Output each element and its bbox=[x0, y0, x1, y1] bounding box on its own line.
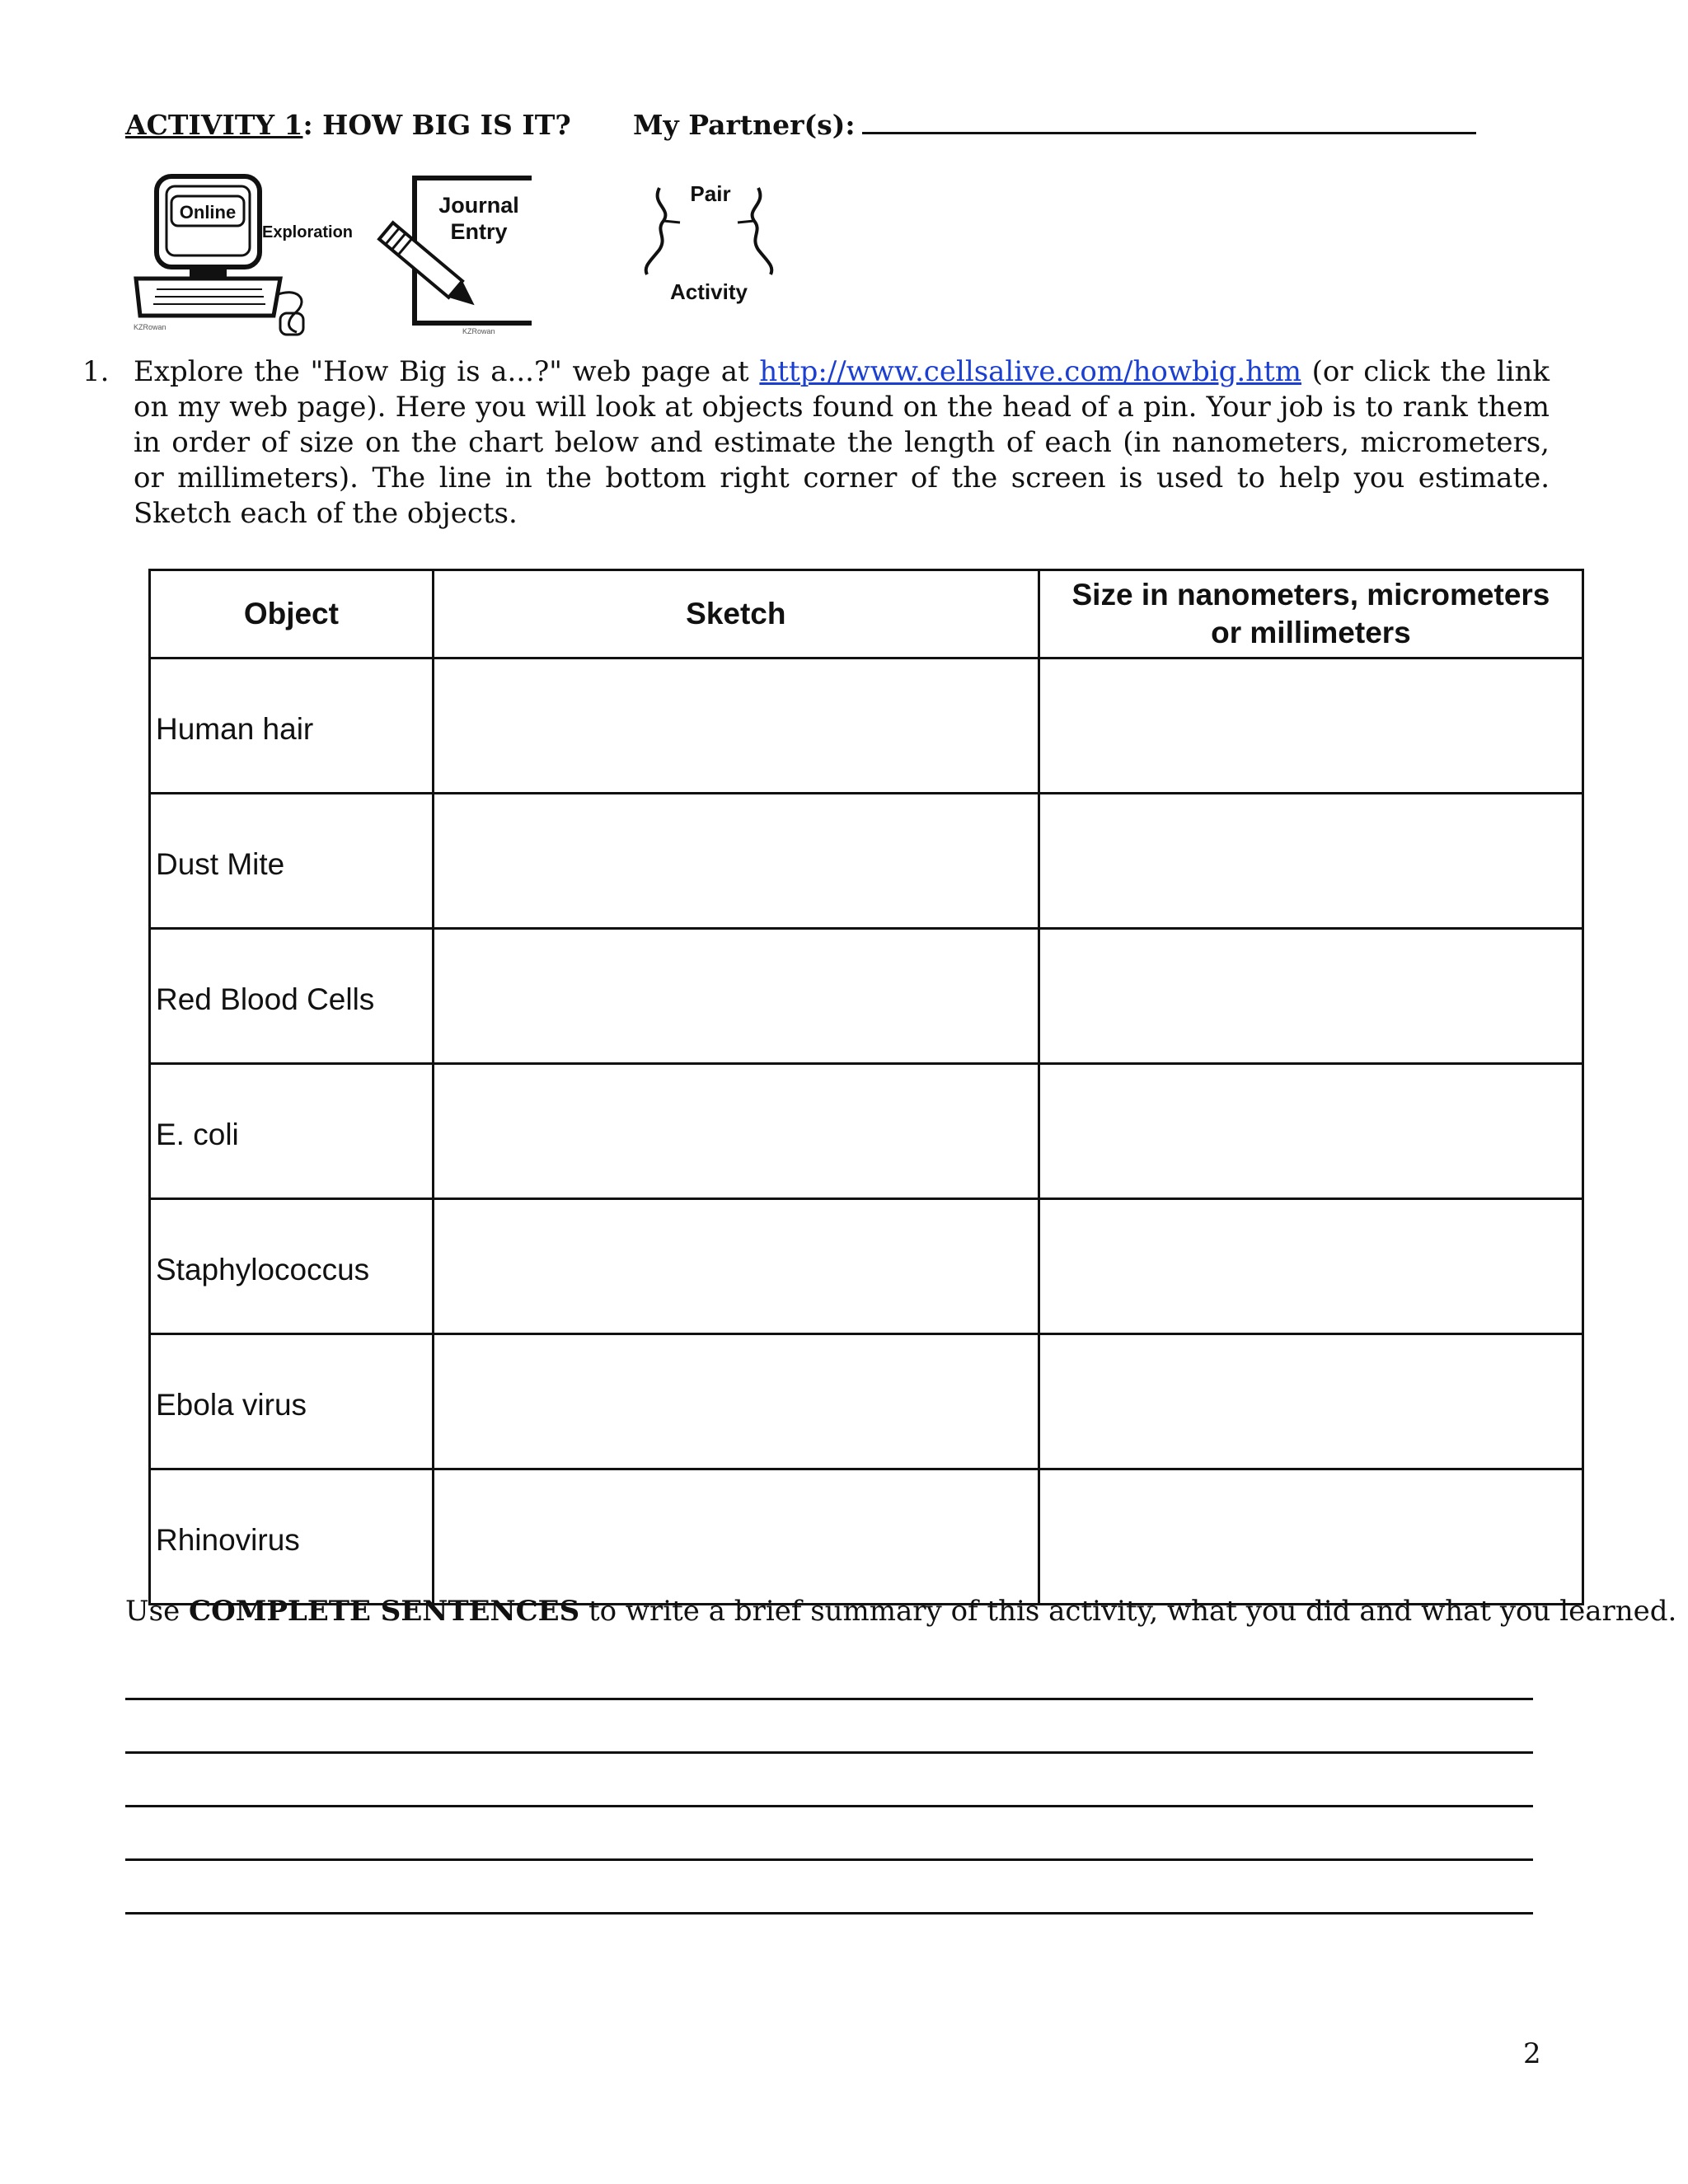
computer-icon bbox=[132, 171, 363, 336]
question-text-after: (or click the link on my web page). Here you will look at objects found on the head of a pin. Your job is to rank them in order of size on the chart below and estimate the length of each (in nanometers, micrometers, or millimeters). The line in the bottom right corner of the screen is used to help you estimate. Sketch each of the objects. bbox=[134, 355, 1550, 530]
online-label: Online bbox=[179, 202, 237, 223]
table-row bbox=[150, 1199, 1583, 1334]
sketch-cell[interactable] bbox=[433, 1064, 1039, 1199]
object-cell: Dust Mite bbox=[150, 794, 434, 929]
size-table bbox=[148, 569, 1584, 1605]
icon-credit-2: KZRowan bbox=[462, 327, 495, 335]
size-cell[interactable] bbox=[1039, 1199, 1582, 1334]
summary-after: to write a brief summary of this activity, what you did and what you learned. bbox=[579, 1595, 1677, 1628]
table-row bbox=[150, 929, 1583, 1064]
question-1 bbox=[82, 354, 1550, 532]
activity-icon-label: Activity bbox=[670, 279, 748, 304]
table-header-row bbox=[150, 570, 1583, 658]
size-cell[interactable] bbox=[1039, 929, 1582, 1064]
object-cell: Human hair bbox=[150, 658, 434, 794]
size-cell[interactable] bbox=[1039, 1334, 1582, 1469]
sketch-cell[interactable] bbox=[433, 1469, 1039, 1605]
partner-label: My Partner(s): bbox=[633, 109, 856, 141]
table-row bbox=[150, 794, 1583, 929]
object-cell: Ebola virus bbox=[150, 1334, 434, 1469]
answer-line[interactable] bbox=[125, 1858, 1533, 1861]
partner-field bbox=[633, 109, 1476, 141]
object-cell: Rhinovirus bbox=[150, 1469, 434, 1605]
table-row bbox=[150, 1334, 1583, 1469]
header-sketch: Sketch bbox=[433, 570, 1039, 658]
activity-heading bbox=[125, 109, 571, 141]
table-row bbox=[150, 1469, 1583, 1605]
size-cell[interactable] bbox=[1039, 1064, 1582, 1199]
question-number: 1. bbox=[82, 355, 110, 388]
answer-line[interactable] bbox=[125, 1751, 1533, 1754]
icon-credit-1: KZRowan bbox=[134, 323, 166, 331]
answer-line[interactable] bbox=[125, 1805, 1533, 1807]
answer-line[interactable] bbox=[125, 1698, 1533, 1700]
size-cell[interactable] bbox=[1039, 1469, 1582, 1605]
header-object: Object bbox=[150, 570, 434, 658]
object-cell: Red Blood Cells bbox=[150, 929, 434, 1064]
table-row bbox=[150, 658, 1583, 794]
sketch-cell[interactable] bbox=[433, 1334, 1039, 1469]
activity-icons bbox=[132, 165, 808, 338]
sketch-cell[interactable] bbox=[433, 1199, 1039, 1334]
question-text-before: Explore the "How Big is a...?" web page at bbox=[134, 355, 760, 388]
summary-prompt bbox=[125, 1595, 1676, 1628]
activity-label: ACTIVITY 1 bbox=[125, 109, 303, 141]
activity-title: : HOW BIG IS IT? bbox=[302, 109, 571, 141]
sketch-cell[interactable] bbox=[433, 929, 1039, 1064]
entry-label: Entry bbox=[450, 219, 508, 244]
object-cell: Staphylococcus bbox=[150, 1199, 434, 1334]
answer-line[interactable] bbox=[125, 1912, 1533, 1915]
journal-entry-icon bbox=[367, 171, 532, 336]
object-cell: E. coli bbox=[150, 1064, 434, 1199]
table-row bbox=[150, 1064, 1583, 1199]
question-text bbox=[134, 354, 1550, 532]
size-cell[interactable] bbox=[1039, 658, 1582, 794]
pair-activity-icon bbox=[635, 171, 783, 312]
summary-bold: COMPLETE SENTENCES bbox=[189, 1595, 580, 1628]
partner-blank-line[interactable] bbox=[862, 132, 1476, 134]
size-cell[interactable] bbox=[1039, 794, 1582, 929]
sketch-cell[interactable] bbox=[433, 658, 1039, 794]
summary-before: Use bbox=[125, 1595, 190, 1628]
journal-label: Journal bbox=[438, 193, 519, 218]
pair-label: Pair bbox=[690, 181, 731, 206]
exploration-label: Exploration bbox=[262, 223, 354, 241]
sketch-cell[interactable] bbox=[433, 794, 1039, 929]
header-size: Size in nanometers, micrometers or millimeters bbox=[1039, 570, 1582, 658]
cellsalive-link[interactable]: http://www.cellsalive.com/howbig.htm bbox=[759, 355, 1301, 388]
page-number: 2 bbox=[1523, 2037, 1541, 2070]
